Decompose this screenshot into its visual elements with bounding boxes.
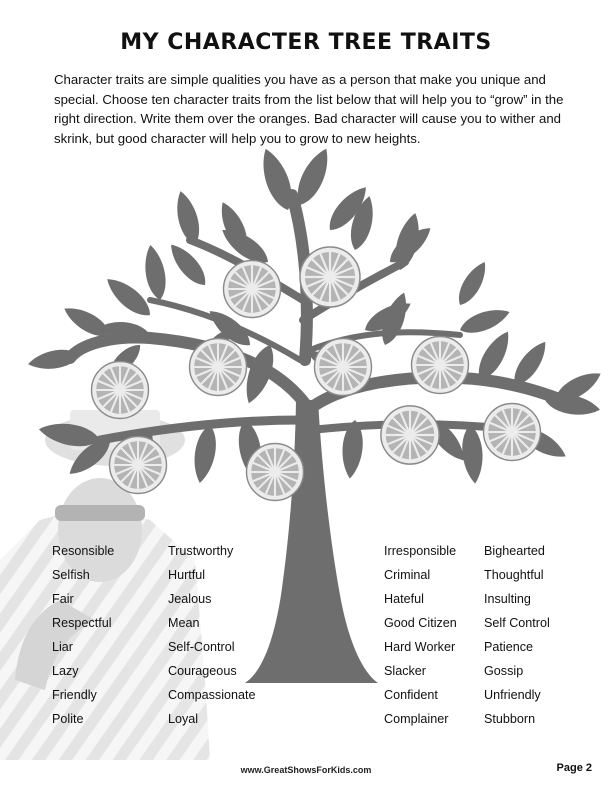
list-item: Unfriendly [484, 688, 541, 702]
list-item: Liar [52, 640, 73, 654]
list-item: Hard Worker [384, 640, 456, 654]
list-item: Thoughtful [484, 568, 544, 582]
intro-paragraph: Character traits are simple qualities you have as a person that make you unique and special. Choose ten character traits from the list below that will help you to “grow” in the right direction. Write them over the oranges. Bad character will cause you to wither and skrink, but good character will help you to grow to new heights. [54, 72, 564, 146]
orange-slice-icon [110, 437, 167, 494]
orange-slice-icon [247, 444, 304, 501]
orange-slice-icon [484, 404, 541, 461]
list-item: Patience [484, 640, 534, 654]
orange-slice-icon [381, 406, 439, 464]
list-item: Irresponsible [384, 544, 457, 558]
list-item: Hurtful [168, 568, 206, 582]
orange-slice-icon [92, 362, 149, 419]
trait-list-column-3 [384, 541, 457, 733]
list-item: Friendly [52, 688, 97, 702]
orange-slice-icon [315, 339, 372, 396]
footer-url: www.GreatShowsForKids.com [240, 765, 372, 775]
list-item: Loyal [168, 712, 199, 726]
list-item: Good Citizen [384, 616, 457, 630]
page-number: Page 2 [556, 762, 592, 774]
trait-list-column-4 [484, 541, 550, 733]
page-title: MY CHARACTER TREE TRAITS [120, 30, 492, 55]
list-item: Trustworthy [168, 544, 234, 558]
list-item: Mean [168, 616, 200, 630]
list-item: Courageous [168, 664, 237, 678]
list-item: Selfish [52, 568, 90, 582]
orange-slice-icon [412, 337, 469, 394]
orange-slice-icon [300, 247, 360, 307]
list-item: Self Control [484, 616, 550, 630]
list-item: Insulting [484, 592, 531, 606]
orange-slice-icon [224, 261, 281, 318]
trait-list-column-2 [168, 541, 256, 733]
trait-list-column-1 [52, 541, 114, 733]
list-item: Slacker [384, 664, 426, 678]
list-item: Confident [384, 688, 438, 702]
list-item: Complainer [384, 712, 449, 726]
list-item: Stubborn [484, 712, 536, 726]
list-item: Jealous [168, 592, 212, 606]
list-item: Compassionate [168, 688, 256, 702]
list-item: Respectful [52, 616, 112, 630]
list-item: Resonsible [52, 544, 115, 558]
list-item: Criminal [384, 568, 431, 582]
list-item: Self-Control [168, 640, 235, 654]
list-item: Gossip [484, 664, 524, 678]
list-item: Hateful [384, 592, 424, 606]
list-item: Fair [52, 592, 74, 606]
orange-slice-icon [190, 339, 247, 396]
list-item: Lazy [52, 664, 79, 678]
list-item: Polite [52, 712, 84, 726]
list-item: Bighearted [484, 544, 545, 558]
